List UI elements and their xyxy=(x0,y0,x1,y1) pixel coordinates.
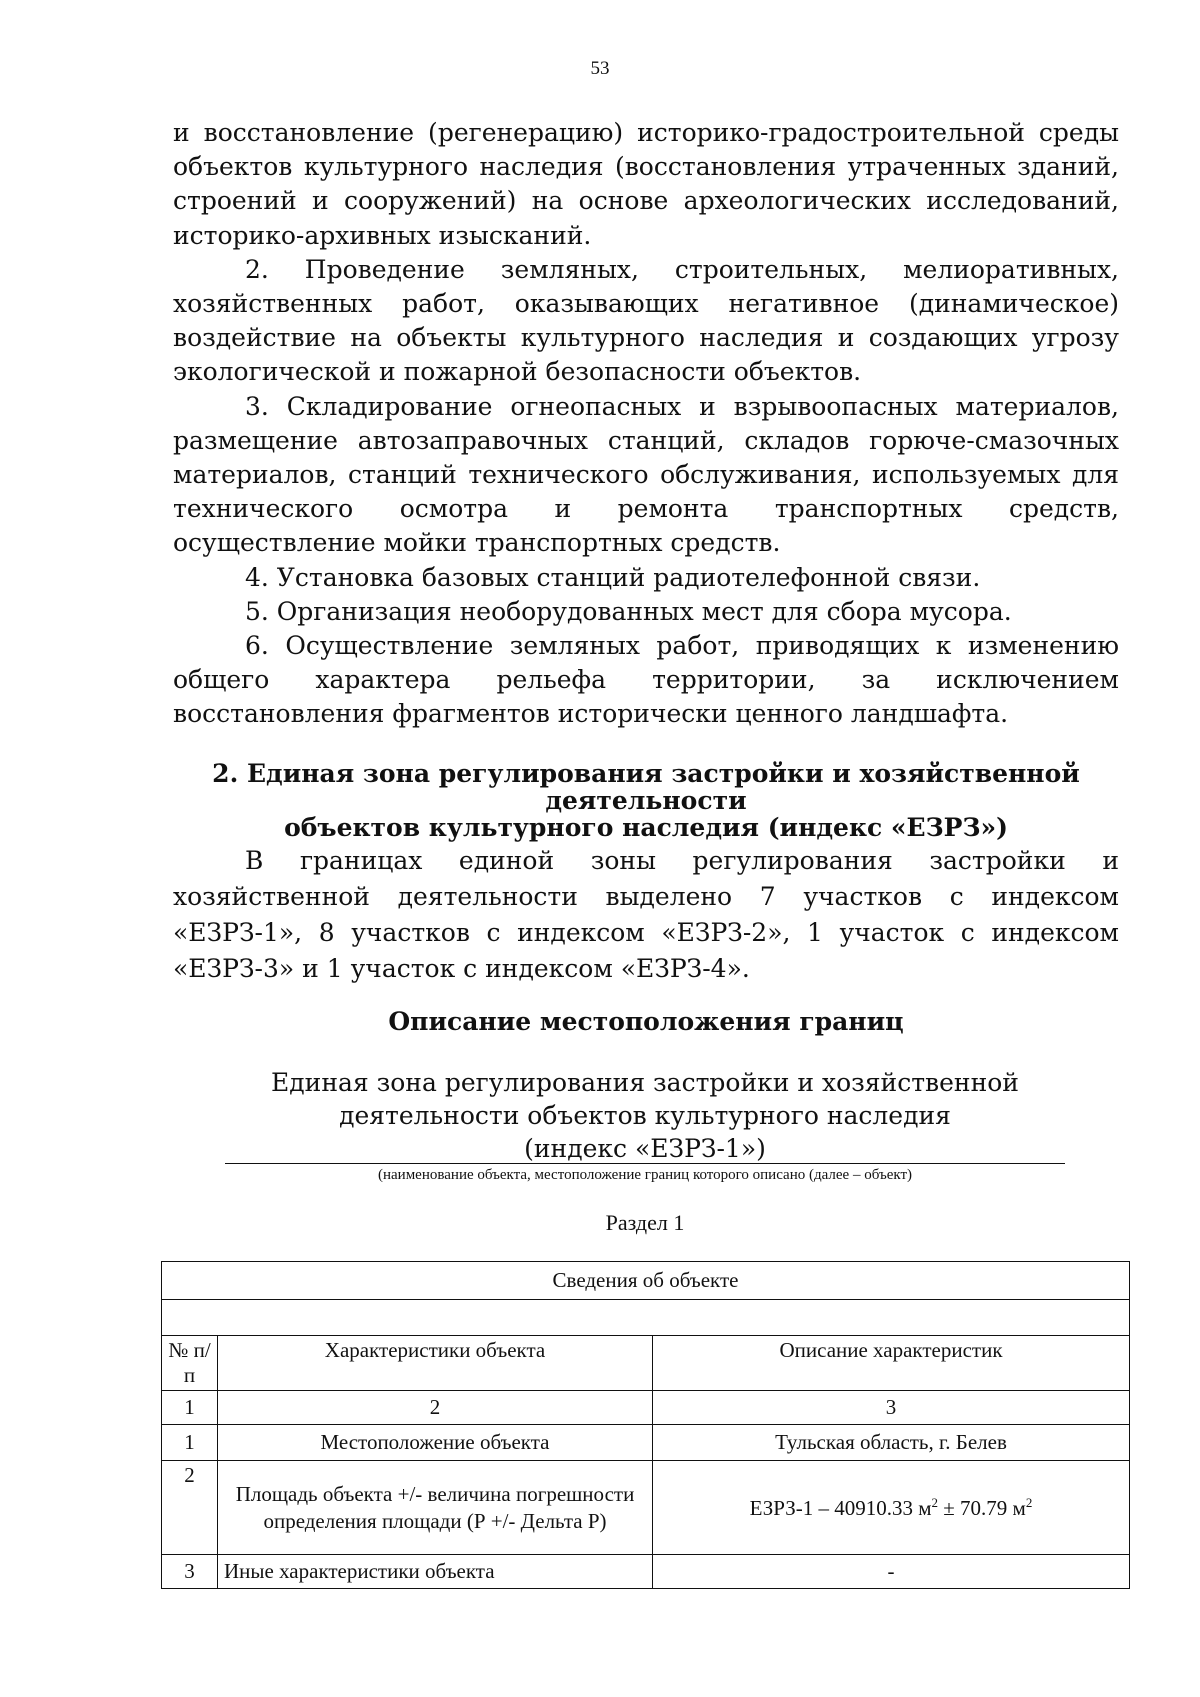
row-description: - xyxy=(653,1555,1130,1589)
row-characteristic: Площадь объекта +/- величина погрешности определения площади (Р +/- Дельта Р) xyxy=(218,1461,653,1555)
area-value: ЕЗРЗ-1 – 40910.33 м xyxy=(749,1495,932,1520)
list-item: 4. Установка базовых станций радиотелефонной связи. xyxy=(245,562,981,592)
area-tolerance: ± 70.79 м xyxy=(938,1495,1026,1520)
header-characteristic: Характеристики объекта xyxy=(218,1336,653,1391)
table-row xyxy=(162,1461,1130,1555)
list-item: 5. Организация необорудованных мест для сбора мусора. xyxy=(245,596,1012,626)
section-heading-line: 2. Единая зона регулирования застройки и хозяйственной деятельности xyxy=(212,759,1080,815)
tolerance-unit-exponent: 2 xyxy=(1025,1494,1033,1510)
table-row xyxy=(162,1425,1130,1461)
object-name-line: деятельности объектов культурного наследия xyxy=(339,1101,951,1130)
restrictions-list xyxy=(173,116,1119,732)
index-cell: 3 xyxy=(653,1391,1130,1425)
intro-text xyxy=(173,843,1119,987)
object-caption: (наименование объекта, местоположение границ которого описано (далее – объект) xyxy=(377,1167,913,1183)
object-name xyxy=(225,1066,1065,1165)
list-item: 2. Проведение земляных, строительных, мелиоративных, хозяйственных работ, оказывающих негативное (динамическое) воздействие на объекты культурного наследия и создающих угрозу экологической и пожарной безопасности объектов. xyxy=(173,254,1119,387)
row-description: Тульская область, г. Белев xyxy=(653,1425,1130,1461)
index-cell: 1 xyxy=(162,1391,218,1425)
object-name-line: Единая зона регулирования застройки и хозяйственной xyxy=(271,1068,1019,1097)
list-item: 3. Складирование огнеопасных и взрывоопасных материалов, размещение автозаправочных станций, складов горюче-смазочных материалов, станций технического обслуживания, используемых для технического осмотра и ремонта транспортных средств, осуществление мойки транспортных средств. xyxy=(173,391,1119,558)
header-num: № п/п xyxy=(162,1336,218,1391)
object-name-line: (индекс «ЕЗРЗ-1») xyxy=(524,1134,766,1163)
section-heading-line: объектов культурного наследия (индекс «ЕЗРЗ») xyxy=(284,813,1008,842)
row-characteristic: Иные характеристики объекта xyxy=(218,1555,653,1589)
row-num: 2 xyxy=(162,1461,218,1555)
row-characteristic: Местоположение объекта xyxy=(218,1425,653,1461)
intro-paragraph: В границах единой зоны регулирования застройки и хозяйственной деятельности выделено 7 участков с индексом «ЕЗРЗ-1», 8 участков с индексом «ЕЗРЗ-2», 1 участок с индексом «ЕЗРЗ-3» и 1 участок с индексом «ЕЗРЗ-4». xyxy=(173,846,1119,983)
row-num: 1 xyxy=(162,1425,218,1461)
index-cell: 2 xyxy=(218,1391,653,1425)
section-label: Раздел 1 xyxy=(605,1210,685,1235)
area-unit-exponent: 2 xyxy=(931,1494,938,1510)
header-description: Описание характеристик xyxy=(653,1336,1130,1391)
boundary-description-title: Описание местоположения границ xyxy=(388,1007,904,1036)
table-title: Сведения об объекте xyxy=(162,1262,1130,1300)
section-heading xyxy=(173,760,1119,841)
table-empty-row xyxy=(162,1300,1130,1336)
row-description xyxy=(653,1461,1130,1555)
table-row xyxy=(162,1555,1130,1589)
page-number: 53 xyxy=(590,58,610,79)
object-info-table xyxy=(161,1261,1130,1589)
list-item: 6. Осуществление земляных работ, приводящих к изменению общего характера рельефа территории, за исключением восстановления фрагментов исторически ценного ландшафта. xyxy=(173,631,1119,729)
row-num: 3 xyxy=(162,1555,218,1589)
object-name-underline xyxy=(225,1163,1065,1164)
paragraph-continuation: и восстановление (регенерацию) историко-градостроительной среды объектов культурного наследия (восстановления утраченных зданий, строений и сооружений) на основе археологических исследований, историко-архивных изысканий. xyxy=(173,118,1119,250)
